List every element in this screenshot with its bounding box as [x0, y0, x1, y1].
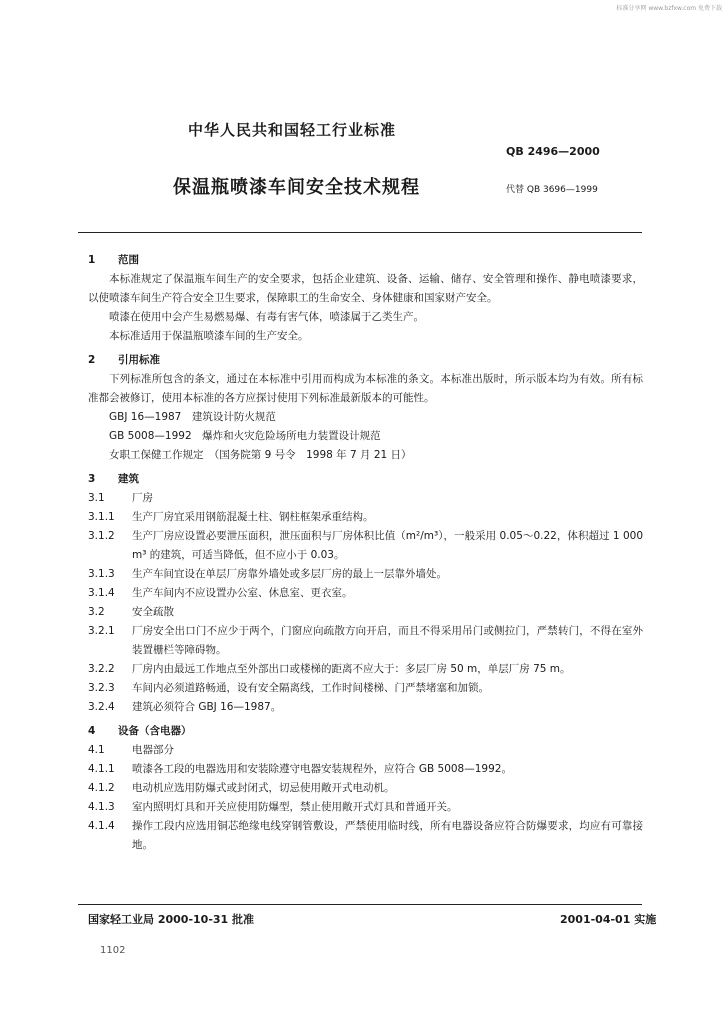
clause-number: 3.1.3	[88, 568, 115, 580]
footer-divider	[78, 904, 642, 905]
paragraph: 喷漆在使用中会产生易燃易爆、有毒有害气体，喷漆属于乙类生产。	[109, 311, 424, 323]
clause-text: 喷漆各工段的电器选用和安装除遵守电器安装规程外，应符合 GB 5008—1992。	[132, 763, 512, 775]
clause-text: 建筑必须符合 GBJ 16—1987。	[132, 701, 282, 713]
clause-text: 生产厂房应设置必要泄压面积，泄压面积与厂房体积比值（m²/m³），一般采用 0.05～0.22，体积超过 1 000 m³ 的建筑，可适当降低，但不应小于 0.03。	[132, 530, 643, 561]
approval-info: 国家轻工业局 2000-10-31 批准	[88, 913, 255, 926]
paragraph: 本标准规定了保温瓶车间生产的安全要求，包括企业建筑、设备、运输、储存、安全管理和操作、静电喷漆要求，以使喷漆车间生产符合安全卫生要求，保障职工的生命安全、身体健康和国家财产安全。	[88, 273, 643, 304]
document-title: 保温瓶喷漆车间安全技术规程	[173, 177, 420, 198]
section-title: 建筑	[118, 473, 139, 485]
section-heading	[88, 251, 643, 270]
normative-reference: 女职工保健工作规定 （国务院第 9 号令 1998 年 7 月 21 日）	[109, 449, 412, 461]
clause	[88, 565, 643, 584]
clause-number: 3.2.3	[88, 682, 115, 694]
clause	[88, 584, 643, 603]
clause-number: 3.1.1	[88, 511, 115, 523]
paragraph: 下列标准所包含的条文，通过在本标准中引用而构成为本标准的条文。本标准出版时，所示版本均为有效。所有标准都会被修订，使用本标准的各方应探讨使用下列标准最新版本的可能性。	[88, 373, 643, 404]
clause	[88, 779, 643, 798]
clause-number: 4.1.2	[88, 782, 115, 794]
clause-text: 厂房	[132, 492, 153, 504]
clause-text: 电器部分	[132, 744, 174, 756]
clause-text: 电动机应选用防爆式或封闭式，切忌使用敞开式电动机。	[132, 782, 395, 794]
normative-reference: GB 5008—1992 爆炸和火灾危险场所电力装置设计规范	[109, 430, 381, 442]
clause-text: 操作工段内应选用铜芯绝缘电线穿钢管敷设，严禁使用临时线，所有电器设备应符合防爆要求，均应有可靠接地。	[132, 820, 643, 851]
clause	[88, 741, 643, 760]
header-divider	[78, 232, 642, 233]
standard-code: QB 2496—2000	[506, 145, 600, 158]
clause	[88, 798, 643, 817]
clause	[88, 622, 643, 660]
document-body	[88, 251, 643, 855]
section-heading	[88, 722, 643, 741]
clause-number: 3.2.1	[88, 625, 115, 637]
clause-text: 生产车间内不应设置办公室、休息室、更衣室。	[132, 587, 353, 599]
standard-category-title: 中华人民共和国轻工行业标准	[188, 121, 397, 139]
clause-text: 室内照明灯具和开关应使用防爆型，禁止使用敞开式灯具和普通开关。	[132, 801, 458, 813]
normative-reference: GBJ 16—1987 建筑设计防火规范	[109, 411, 276, 423]
section-number: 1	[88, 254, 96, 266]
replaces-standard: 代替 QB 3696—1999	[506, 185, 598, 195]
clause-text: 车间内必须道路畅通，设有安全隔离线，工作时间楼梯、门严禁堵塞和加锁。	[132, 682, 489, 694]
clause-text: 厂房安全出口门不应少于两个，门窗应向疏散方向开启，而且不得采用吊门或侧拉门，严禁转门，不得在室外装置栅栏等障碍物。	[132, 625, 643, 656]
clause-number: 3.1.2	[88, 530, 115, 542]
clause-number: 3.2.4	[88, 701, 115, 713]
clause	[88, 508, 643, 527]
page-number: 1102	[100, 945, 126, 956]
section-title: 范围	[118, 254, 139, 266]
clause-number: 4.1	[88, 744, 105, 756]
section-title: 引用标准	[118, 354, 160, 366]
clause-number: 3.2.2	[88, 663, 115, 675]
clause	[88, 489, 643, 508]
clause-number: 3.1	[88, 492, 105, 504]
clause	[88, 817, 643, 855]
paragraph: 本标准适用于保温瓶喷漆车间的生产安全。	[109, 330, 309, 342]
clause	[88, 527, 643, 565]
section-number: 4	[88, 725, 96, 737]
clause-text: 安全疏散	[132, 606, 174, 618]
clause	[88, 698, 643, 717]
implementation-date: 2001-04-01 实施	[560, 913, 657, 926]
section-number: 2	[88, 354, 96, 366]
watermark-text: 标准分享网 www.bzfxw.com 免费下载	[616, 5, 722, 12]
clause	[88, 679, 643, 698]
clause	[88, 760, 643, 779]
section-title: 设备（含电器）	[118, 725, 192, 737]
clause-text: 厂房内由最远工作地点至外部出口或楼梯的距离不应大于：多层厂房 50 m，单层厂房 75 m。	[132, 663, 571, 675]
clause	[88, 660, 643, 679]
section-heading	[88, 470, 643, 489]
clause-text: 生产厂房宜采用钢筋混凝土柱、钢柱框架承重结构。	[132, 511, 374, 523]
clause-number: 4.1.4	[88, 820, 115, 832]
clause-number: 3.1.4	[88, 587, 115, 599]
clause	[88, 603, 643, 622]
clause-number: 3.2	[88, 606, 105, 618]
section-heading	[88, 351, 643, 370]
clause-number: 4.1.1	[88, 763, 115, 775]
clause-text: 生产车间宜设在单层厂房靠外墙处或多层厂房的最上一层靠外墙处。	[132, 568, 447, 580]
section-number: 3	[88, 473, 96, 485]
clause-number: 4.1.3	[88, 801, 115, 813]
